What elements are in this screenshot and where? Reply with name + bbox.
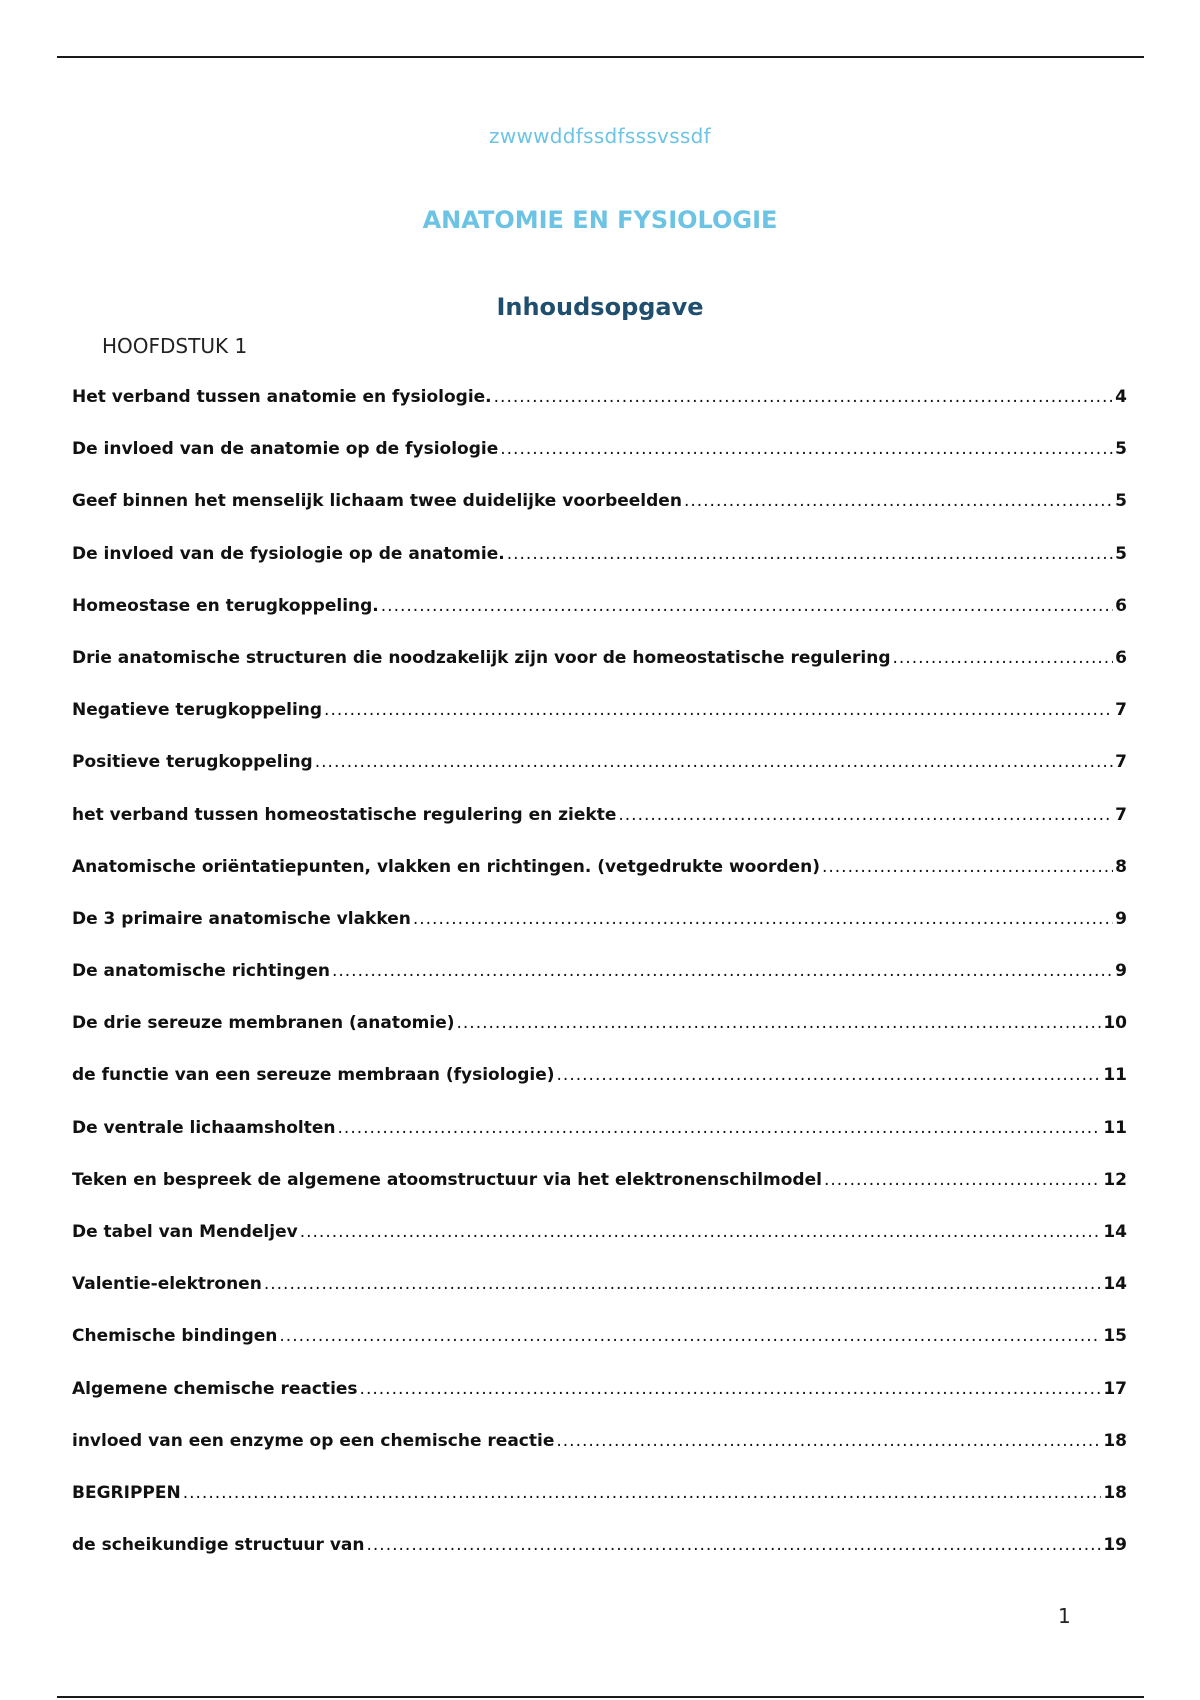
toc-entry[interactable] [72,908,1127,960]
toc-entry[interactable] [72,699,1127,751]
toc-leader [324,699,1113,721]
table-of-contents [72,386,1127,1586]
toc-entry[interactable] [72,386,1127,438]
toc-entry[interactable] [72,751,1127,803]
toc-entry-label: Geef binnen het menselijk lichaam twee duidelijke voorbeelden [72,491,682,512]
toc-entry-page: 9 [1115,961,1127,982]
toc-entry-label: De anatomische richtingen [72,961,330,982]
toc-leader [494,386,1114,408]
toc-entry-page: 18 [1103,1430,1127,1451]
toc-entry-page: 17 [1103,1378,1127,1399]
toc-entry-label: Drie anatomische structuren die noodzakelijk zijn voor de homeostatische regulering [72,647,891,668]
toc-entry-page: 14 [1103,1222,1127,1242]
toc-entry[interactable] [72,1221,1127,1273]
toc-leader [367,1534,1102,1556]
document-title: ANATOMIE EN FYSIOLOGIE [422,206,778,234]
toc-entry-label: Homeostase en terugkoppeling. [72,595,379,616]
toc-entry-page: 9 [1115,908,1127,929]
bottom-rule [57,1696,1144,1698]
header-code: zwwwddfssdfsssvssdf [489,124,711,148]
toc-entry-page: 7 [1115,752,1127,773]
toc-entry-page: 5 [1115,439,1127,460]
toc-entry-label: Valentie-elektronen [72,1274,262,1295]
toc-leader [457,1012,1102,1034]
toc-leader [300,1221,1102,1243]
toc-entry[interactable] [72,438,1127,490]
toc-entry-label: BEGRIPPEN [72,1482,181,1503]
toc-entry-label: Negatieve terugkoppeling [72,700,323,721]
toc-entry-page: 18 [1103,1482,1127,1503]
toc-leader [684,490,1113,512]
toc-entry[interactable] [72,1273,1127,1325]
toc-entry[interactable] [72,856,1127,908]
toc-entry[interactable] [72,595,1127,647]
toc-entry-label: De tabel van Mendeljev [72,1222,298,1242]
toc-entry[interactable] [72,1012,1127,1064]
toc-leader [360,1378,1102,1400]
toc-entry-page: 5 [1115,543,1127,564]
toc-entry-page: 7 [1115,700,1127,721]
toc-leader [264,1273,1102,1295]
toc-leader [315,751,1113,773]
toc-entry-label: Positieve terugkoppeling [72,752,313,773]
toc-leader [618,804,1113,826]
toc-entry-label: de functie van een sereuze membraan (fysiologie) [72,1065,555,1086]
toc-entry-page: 4 [1115,387,1127,407]
toc-entry[interactable] [72,647,1127,699]
toc-entry[interactable] [72,490,1127,542]
toc-entry[interactable] [72,1325,1127,1377]
toc-entry[interactable] [72,1430,1127,1482]
toc-leader [381,595,1113,617]
toc-entry-label: Teken en bespreek de algemene atoomstructuur via het elektronenschilmodel [72,1169,822,1190]
toc-entry-label: De invloed van de fysiologie op de anatomie. [72,543,505,564]
toc-entry-page: 19 [1103,1535,1127,1556]
toc-leader [413,908,1113,930]
toc-entry[interactable] [72,960,1127,1012]
toc-leader [556,1430,1101,1452]
toc-entry-label: de scheikundige structuur van [72,1535,365,1556]
toc-entry[interactable] [72,1534,1127,1586]
toc-entry-label: Het verband tussen anatomie en fysiologie. [72,387,492,407]
page-number: 1 [1058,1604,1071,1628]
toc-entry[interactable] [72,804,1127,856]
toc-heading: Inhoudsopgave [496,293,704,321]
toc-entry-page: 6 [1115,595,1127,616]
toc-entry-page: 12 [1103,1169,1127,1190]
toc-entry-page: 6 [1115,647,1127,668]
toc-entry-label: het verband tussen homeostatische regulering en ziekte [72,804,617,825]
toc-leader [557,1064,1102,1086]
toc-entry-label: De invloed van de anatomie op de fysiologie [72,439,499,460]
top-rule [57,56,1144,58]
toc-leader [500,438,1113,460]
toc-leader [338,1117,1102,1139]
toc-entry-page: 14 [1103,1274,1127,1295]
toc-entry[interactable] [72,1482,1127,1534]
toc-entry-label: Anatomische oriëntatiepunten, vlakken en richtingen. (vetgedrukte woorden) [72,856,820,877]
toc-entry-label: De 3 primaire anatomische vlakken [72,908,411,929]
toc-entry-label: Chemische bindingen [72,1326,278,1347]
toc-entry-label: invloed van een enzyme op een chemische reactie [72,1430,555,1451]
toc-leader [507,543,1113,565]
toc-entry-page: 11 [1103,1117,1127,1138]
toc-leader [892,647,1113,669]
toc-leader [183,1482,1102,1504]
toc-entry-label: Algemene chemische reacties [72,1378,358,1399]
toc-entry-page: 10 [1103,1013,1127,1034]
toc-entry-page: 5 [1115,491,1127,512]
toc-entry[interactable] [72,1378,1127,1430]
toc-entry-page: 11 [1103,1065,1127,1086]
toc-entry[interactable] [72,1169,1127,1221]
toc-leader [824,1169,1101,1191]
toc-entry-page: 7 [1115,804,1127,825]
toc-entry[interactable] [72,1117,1127,1169]
toc-entry[interactable] [72,1064,1127,1116]
toc-entry-page: 15 [1103,1326,1127,1347]
toc-leader [332,960,1113,982]
toc-leader [279,1325,1101,1347]
toc-leader [822,856,1113,878]
toc-entry-label: De drie sereuze membranen (anatomie) [72,1013,455,1034]
toc-entry-label: De ventrale lichaamsholten [72,1117,336,1138]
toc-entry-page: 8 [1115,856,1127,877]
chapter-heading: HOOFDSTUK 1 [102,334,248,358]
toc-entry[interactable] [72,543,1127,595]
